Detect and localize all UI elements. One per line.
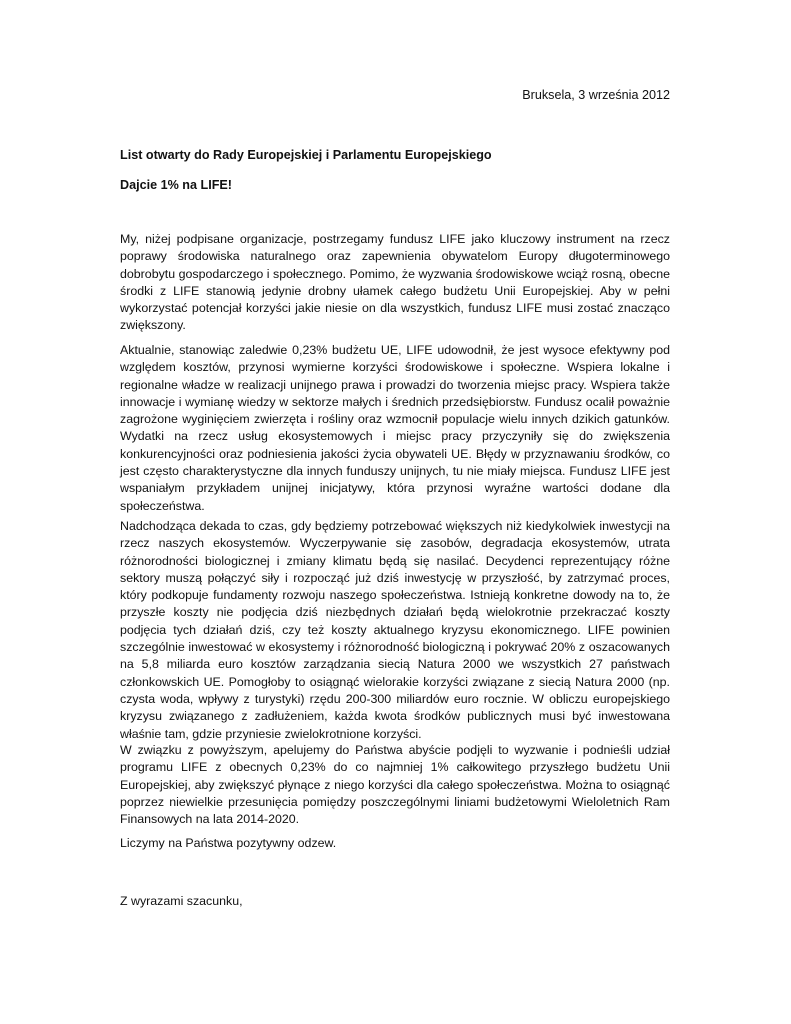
paragraph-appeal: W związku z powyższym, apelujemy do Państwa abyście podjęli to wyzwanie i podnieśli udział programu LIFE z obecnych 0,23% do co najmniej 1% całkowitego przyszłego budżetu Unii Europejskiej, aby zwiększyć płynące z niego korzyści dla całego społeczeństwa. Można to osiągnąć poprzez niewielkie przesunięcia pomiędzy poszczególnymi liniami budżetowymi Wieloletnich Ram Finansowych na lata 2014-2020. xyxy=(120,743,670,827)
letter-subtitle: Dajcie 1% na LIFE! xyxy=(120,178,232,192)
paragraph-response: Liczymy na Państwa pozytywny odzew. xyxy=(120,836,337,850)
paragraph-current-state: Aktualnie, stanowiąc zaledwie 0,23% budżetu UE, LIFE udowodnił, że jest wysoce efektywny pod względem kosztów, przynosi wymierne korzyści środowiskowe i społeczne. Wspiera lokalne i regionalne władze w realizacji unijnego prawa i prowadzi do tworzenia miejsc pracy. Wspiera także innowacje i wymianę wiedzy w sektorze małych i średnich przedsiębiorstw. Fundusz ocalił poważnie zagrożone wyginięciem zwierzęta i rośliny oraz wzmocnił populacje wielu innych dzikich gatunków. Wydatki na rzecz usług ekosystemowych i miejsc pracy przyczyniły się do zwiększenia konkurencyjności oraz podniesienia jakości życia obywateli UE. Błędy w przyznawaniu środków, co jest często charakterystyczne dla innych funduszy unijnych, tu nie miały miejsca. Fundusz LIFE jest wspaniałym przykładem unijnej inicjatywy, która przynosi wyraźne wartości dodane dla społeczeństwa. xyxy=(120,343,670,513)
letter-date: Bruksela, 3 września 2012 xyxy=(522,88,670,102)
paragraph-intro: My, niżej podpisane organizacje, postrzegamy fundusz LIFE jako kluczowy instrument na rzecz poprawy środowiska naturalnego oraz zapewnienia obywatelom Europy długoterminowego dobrobytu gospodarczego i społecznego. Pomimo, że wyzwania środowiskowe wciąż rosną, obecne środki z LIFE stanowią jedynie drobny ułamek całego budżetu Unii Europejskiej. Aby w pełni wykorzystać potencjał korzyści jakie niesie on dla wszystkich, fundusz LIFE musi zostać znacząco zwiększony. xyxy=(120,232,670,333)
letter-closing: Z wyrazami szacunku, xyxy=(120,894,243,908)
letter-title: List otwarty do Rady Europejskiej i Parlamentu Europejskiego xyxy=(120,148,492,162)
paragraph-coming-decade: Nadchodząca dekada to czas, gdy będziemy potrzebować większych niż kiedykolwiek inwestycji na rzecz naszych ekosystemów. Wyczerpywanie się zasobów, degradacja ekosystemów, utrata różnorodności biologicznej i zmiany klimatu będą się nasilać. Decydenci reprezentujący różne sektory muszą połączyć siły i rozpocząć już dziś inwestycję w przyszłość, by zatrzymać proces, który podkopuje fundamenty rozwoju naszego społeczeństwa. Istnieją konkretne dowody na to, że przyszłe koszty nie podjęcia dziś niezbędnych działań będą wielokrotnie przekraczać koszty podjęcia tych działań dziś, czy też koszty aktualnego kryzysu ekonomicznego. LIFE powinien szczególnie inwestować w ekosystemy i różnorodność biologiczną i pokrywać 20% z oszacowanych na 5,8 miliarda euro kosztów zarządzania siecią Natura 2000 we wszystkich 27 państwach członkowskich UE. Pomogłoby to osiągnąć wielorakie korzyści związane z siecią Natura 2000 (np. czysta woda, wpływy z turystyki) rzędu 200-300 miliardów euro rocznie. W obliczu europejskiego kryzysu związanego z zadłużeniem, każda kwota środków publicznych musi być inwestowana właśnie tam, gdzie przyniesie zwielokrotnione korzyści. xyxy=(120,519,670,741)
